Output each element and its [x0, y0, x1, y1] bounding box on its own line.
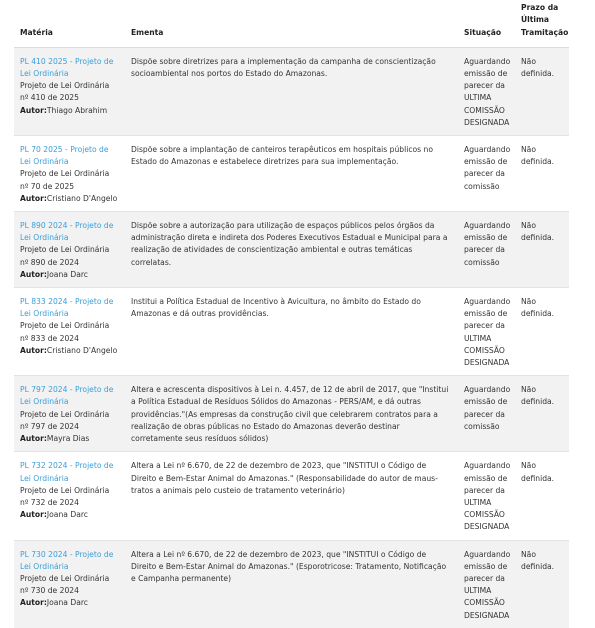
author-label: Autor:: [20, 345, 47, 355]
table-row: [14, 47, 569, 135]
author-label: Autor:: [20, 269, 47, 279]
materia-cell: [14, 288, 125, 376]
author-label: Autor:: [20, 105, 47, 115]
table-row: [14, 376, 569, 452]
prazo-cell: Não definida.: [515, 212, 569, 288]
author-name: Cristiano D'Angelo: [46, 193, 118, 203]
prazo-cell: Não definida.: [515, 540, 569, 628]
author-name: Mayra Dias: [46, 434, 90, 444]
ementa-cell: Altera e acrescenta dispositivos à Lei n. 4.457, de 12 de abril de 2017, que "Institui a Política Estadual de Resíduos Sólidos do Amazonas - PERS/AM, e dá outras providências."(As empresas da construção civil que celebrarem contratos para a realização de obras públicas no Estado do Amazonas deverão destinar corretamente seus resíduos sólidos): [125, 376, 458, 452]
proposal-desc: Projeto de Lei Ordinária nº 70 de 2025: [20, 169, 110, 191]
table-row: [14, 136, 569, 212]
prazo-cell: Não definida.: [515, 376, 569, 452]
ementa-cell: Dispõe sobre diretrizes para a implementação da campanha de conscientização socioambiental nos portos do Estado do Amazonas.: [125, 47, 458, 135]
proposal-desc: Projeto de Lei Ordinária nº 890 de 2024: [20, 245, 110, 267]
table-row: [14, 540, 569, 628]
ementa-cell: Dispõe sobre a autorização para utilização de espaços públicos pelos órgãos da administração direta e indireta dos Poderes Executivos Estadual e Municipal para a realização de atividades de conscientização ambiental e outras temáticas correlatas.: [125, 212, 458, 288]
table-row: [14, 288, 569, 376]
situacao-cell: Aguardando emissão de parecer da comissão: [458, 212, 515, 288]
author-name: Joana Darc: [46, 598, 88, 608]
author-name: Joana Darc: [46, 510, 88, 520]
proposal-link[interactable]: PL 833 2024 - Projeto de Lei Ordinária: [20, 297, 114, 319]
situacao-cell: Aguardando emissão de parecer da ULTIMA COMISSÃO DESIGNADA: [458, 47, 515, 135]
prazo-cell: Não definida.: [515, 47, 569, 135]
col-header-ementa[interactable]: Ementa: [125, 0, 458, 47]
table-header: [14, 0, 569, 47]
proposal-link[interactable]: PL 410 2025 - Projeto de Lei Ordinária: [20, 56, 114, 79]
situacao-cell: Aguardando emissão de parecer da comissão: [458, 376, 515, 452]
ementa-cell: Dispõe sobre a implantação de canteiros terapêuticos em hospitais públicos no Estado do Amazonas e estabelece diretrizes para sua implementação.: [125, 136, 458, 212]
materia-cell: [14, 136, 125, 212]
proposal-link[interactable]: PL 890 2024 - Projeto de Lei Ordinária: [20, 221, 114, 243]
author-name: Cristiano D'Angelo: [46, 345, 118, 355]
proposal-link[interactable]: PL 797 2024 - Projeto de Lei Ordinária: [20, 385, 114, 407]
author-label: Autor:: [20, 510, 47, 520]
proposal-link[interactable]: PL 732 2024 - Projeto de Lei Ordinária: [20, 461, 114, 483]
situacao-cell: Aguardando emissão de parecer da comissão: [458, 136, 515, 212]
materia-cell: [14, 376, 125, 452]
author-label: Autor:: [20, 434, 47, 444]
table-row: [14, 212, 569, 288]
materia-cell: [14, 212, 125, 288]
proposal-link[interactable]: PL 70 2025 - Projeto de Lei Ordinária: [20, 145, 109, 167]
table-row: [14, 452, 569, 540]
prazo-cell: Não definida.: [515, 136, 569, 212]
prazo-cell: Não definida.: [515, 452, 569, 540]
materia-cell: [14, 47, 125, 135]
materia-cell: [14, 452, 125, 540]
proposal-desc: Projeto de Lei Ordinária nº 732 de 2024: [20, 485, 110, 507]
ementa-cell: Altera a Lei nº 6.670, de 22 de dezembro de 2023, que "INSTITUI o Código de Direito e Bem-Estar Animal do Amazonas." (Responsabilidade do autor de maus-tratos a animais pelo custeio de tratamento veterinário): [125, 452, 458, 540]
col-header-situacao[interactable]: Situação: [458, 0, 515, 47]
prazo-cell: Não definida.: [515, 288, 569, 376]
author-label: Autor:: [20, 598, 47, 608]
ementa-cell: Institui a Política Estadual de Incentivo à Avicultura, no âmbito do Estado do Amazonas e dá outras providências.: [125, 288, 458, 376]
proposals-table: [14, 0, 569, 628]
situacao-cell: Aguardando emissão de parecer da ULTIMA COMISSÃO DESIGNADA: [458, 288, 515, 376]
col-header-prazo[interactable]: Prazo da Última Tramitação: [515, 0, 569, 47]
situacao-cell: Aguardando emissão de parecer da ULTIMA COMISSÃO DESIGNADA: [458, 540, 515, 628]
author-label: Autor:: [20, 193, 47, 203]
materia-cell: [14, 540, 125, 628]
proposal-desc: Projeto de Lei Ordinária nº 410 de 2025: [20, 81, 110, 103]
col-header-materia[interactable]: Matéria: [14, 0, 125, 47]
author-name: Thiago Abrahim: [46, 105, 108, 115]
proposal-desc: Projeto de Lei Ordinária nº 730 de 2024: [20, 573, 110, 596]
proposal-desc: Projeto de Lei Ordinária nº 797 de 2024: [20, 409, 110, 431]
proposal-desc: Projeto de Lei Ordinária nº 833 de 2024: [20, 321, 110, 343]
author-name: Joana Darc: [46, 269, 88, 279]
proposal-link[interactable]: PL 730 2024 - Projeto de Lei Ordinária: [20, 549, 114, 571]
situacao-cell: Aguardando emissão de parecer da ULTIMA COMISSÃO DESIGNADA: [458, 452, 515, 540]
ementa-cell: Altera a Lei nº 6.670, de 22 de dezembro de 2023, que "INSTITUI o Código de Direito e Bem-Estar Animal do Amazonas." (Esporotricose: Tratamento, Notificação e Campanha permanente): [125, 540, 458, 628]
